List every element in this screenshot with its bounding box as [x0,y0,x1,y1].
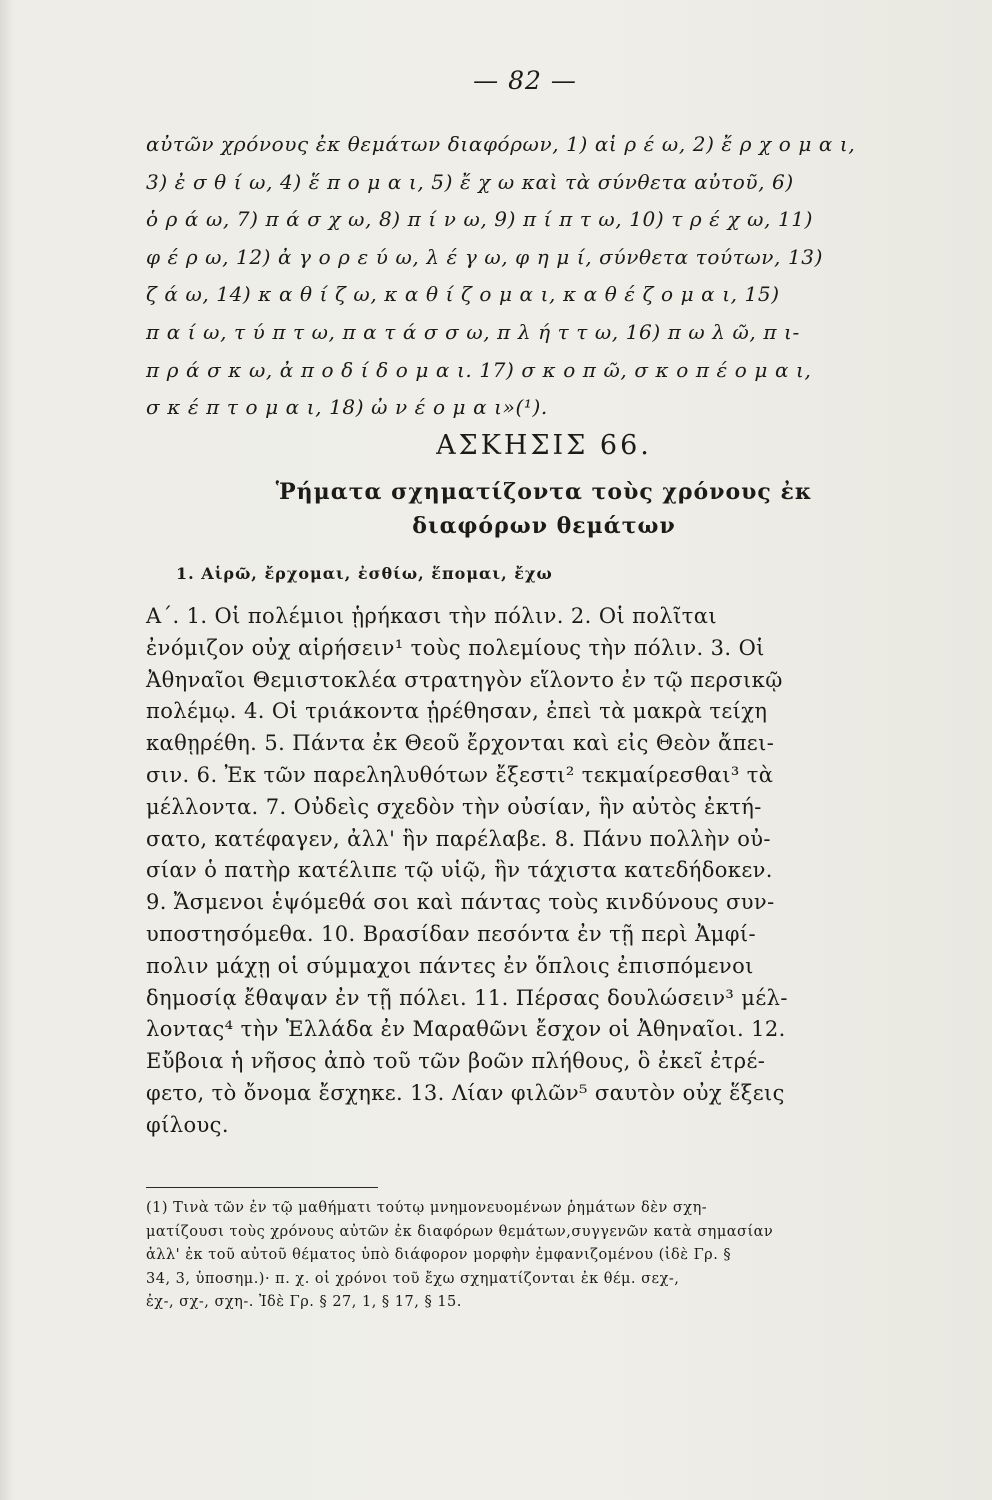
intro-line: αὐτῶν χρόνους ἐκ θεμάτων διαφόρων, 1) αἱ ρ έ ω, 2) ἔ ρ χ ο μ α ι, [146,132,856,156]
page-number: — 82 — [473,66,577,95]
footnote-line: (1) Τινὰ τῶν ἐν τῷ μαθήματι τούτῳ μνημονευομένων ῥημάτων δὲν σχη- [146,1200,708,1216]
body-line: Ἀθηναῖοι Θεμιστοκλέα στρατηγὸν εἵλοντο ἐν τῷ περσικῷ [146,667,783,692]
intro-line: φ έ ρ ω, 12) ἀ γ ο ρ ε ύ ω, λ έ γ ω, φ η μ ί, σύνθετα τούτων, 13) [146,244,824,269]
intro-line: σ κ έ π τ ο μ α ι, 18) ὠ ν έ ο μ α ι»(¹). [146,395,548,420]
intro-line: ὁ ρ ά ω, 7) π ά σ χ ω, 8) π ί ν ω, 9) π ί π τ ω, 10) τ ρ έ χ ω, 11) [146,207,814,232]
exercise-subtitle: διαφόρων θεμάτων [412,513,676,539]
body-line: ἐνόμιζον οὐχ αἱρήσειν¹ τοὺς πολεμίους τὴν πόλιν. 3. Οἱ [146,635,765,660]
intro-line: π ρ ά σ κ ω, ἀ π ο δ ί δ ο μ α ι. 17) σ κ ο π ῶ, σ κ ο π έ ο μ α ι, [146,357,812,382]
body-line: Α΄. 1. Οἱ πολέμιοι ᾑρήκασι τὴν πόλιν. 2. Οἱ πολῖται [146,604,717,628]
intro-line: ζ ά ω, 14) κ α θ ί ζ ω, κ α θ ί ζ ο μ α ι, κ α θ έ ζ ο μ α ι, 15) [146,282,780,307]
intro-paragraph [146,126,936,427]
exercise-body [146,601,936,1142]
exercise-title: ΑΣΚΗΣΙΣ 66. [436,430,652,461]
group-heading: 1. Αἱρῶ, ἔρχομαι, ἐσθίω, ἕπομαι, ἔχω [176,564,553,583]
body-line: υποστησόμεθα. 10. Βρασίδαν πεσόντα ἐν τῇ περὶ Ἀμφί- [146,921,756,946]
intro-line: π α ί ω, τ ύ π τ ω, π α τ ά σ σ ω, π λ ή τ τ ω, 16) π ω λ ῶ, π ι- [146,319,800,344]
body-line: Εὔβοια ἡ νῆσος ἀπὸ τοῦ τῶν βοῶν πλήθους, ὃ ἐκεῖ ἐτρέ- [146,1049,766,1074]
body-line: σιν. 6. Ἐκ τῶν παρεληλυθότων ἔξεστι² τεκμαίρεσθαι³ τὰ [146,762,774,787]
body-line: 9. Ἄσμενοι ἑψόμεθά σοι καὶ πάντας τοὺς κινδύνους συν- [146,890,775,915]
body-line: σατο, κατέφαγεν, ἀλλ' ἣν παρέλαβε. 8. Πάνυ πολλὴν οὐ- [146,826,771,851]
body-line: δημοσίᾳ ἔθαψαν ἐν τῇ πόλει. 11. Πέρσας δουλώσειν³ μέλ- [146,985,788,1010]
body-line: μέλλοντα. 7. Οὐδεὶς σχεδὸν τὴν οὐσίαν, ἣν αὐτὸς ἐκτή- [146,794,762,819]
body-line: φετο, τὸ ὄνομα ἔσχηκε. 13. Λίαν φιλῶν⁵ σαυτὸν οὐχ ἕξεις [146,1080,785,1105]
footnote-line: ἐχ-, σχ-, σχη-. Ἰδὲ Γρ. § 27, 1, § 17, § 15. [146,1294,462,1310]
footnote-line: ἀλλ' ἐκ τοῦ αὐτοῦ θέματος ὑπὸ διάφορον μορφὴν ἐμφανιζομένου (ἰδὲ Γρ. § [146,1247,732,1263]
body-line: φίλους. [146,1112,229,1137]
body-line: λοντας⁴ τὴν Ἑλλάδα ἐν Μαραθῶνι ἔσχον οἱ Ἀθηναῖοι. 12. [146,1017,786,1042]
body-line: καθῃρέθη. 5. Πάντα ἐκ Θεοῦ ἔρχονται καὶ εἰς Θεὸν ἄπει- [146,731,775,756]
exercise-subtitle: Ῥήματα σχηματίζοντα τοὺς χρόνους ἐκ [275,479,813,505]
footnote [146,1197,936,1315]
footnote-divider [146,1187,378,1188]
intro-line: 3) ἐ σ θ ί ω, 4) ἕ π ο μ α ι, 5) ἔ χ ω καὶ τὰ σύνθετα αὐτοῦ, 6) [146,169,794,194]
body-line: σίαν ὁ πατὴρ κατέλιπε τῷ υἱῷ, ἣν τάχιστα κατεδήδοκεν. [146,858,773,883]
footnote-line: 34, 3, ὑποσημ.)· π. χ. οἱ χρόνοι τοῦ ἔχω σχηματίζονται ἐκ θέμ. σεχ-, [146,1270,680,1287]
footnote-line: ματίζουσι τοὺς χρόνους αὐτῶν ἐκ διαφόρων θεμάτων,συγγενῶν κατὰ σημασίαν [146,1223,774,1240]
body-line: πολιν μάχῃ οἱ σύμμαχοι πάντες ἐν ὅπλοις ἐπισπόμενοι [146,953,754,978]
body-line: πολέμῳ. 4. Οἱ τριάκοντα ᾑρέθησαν, ἐπεὶ τὰ μακρὰ τείχη [146,699,768,724]
